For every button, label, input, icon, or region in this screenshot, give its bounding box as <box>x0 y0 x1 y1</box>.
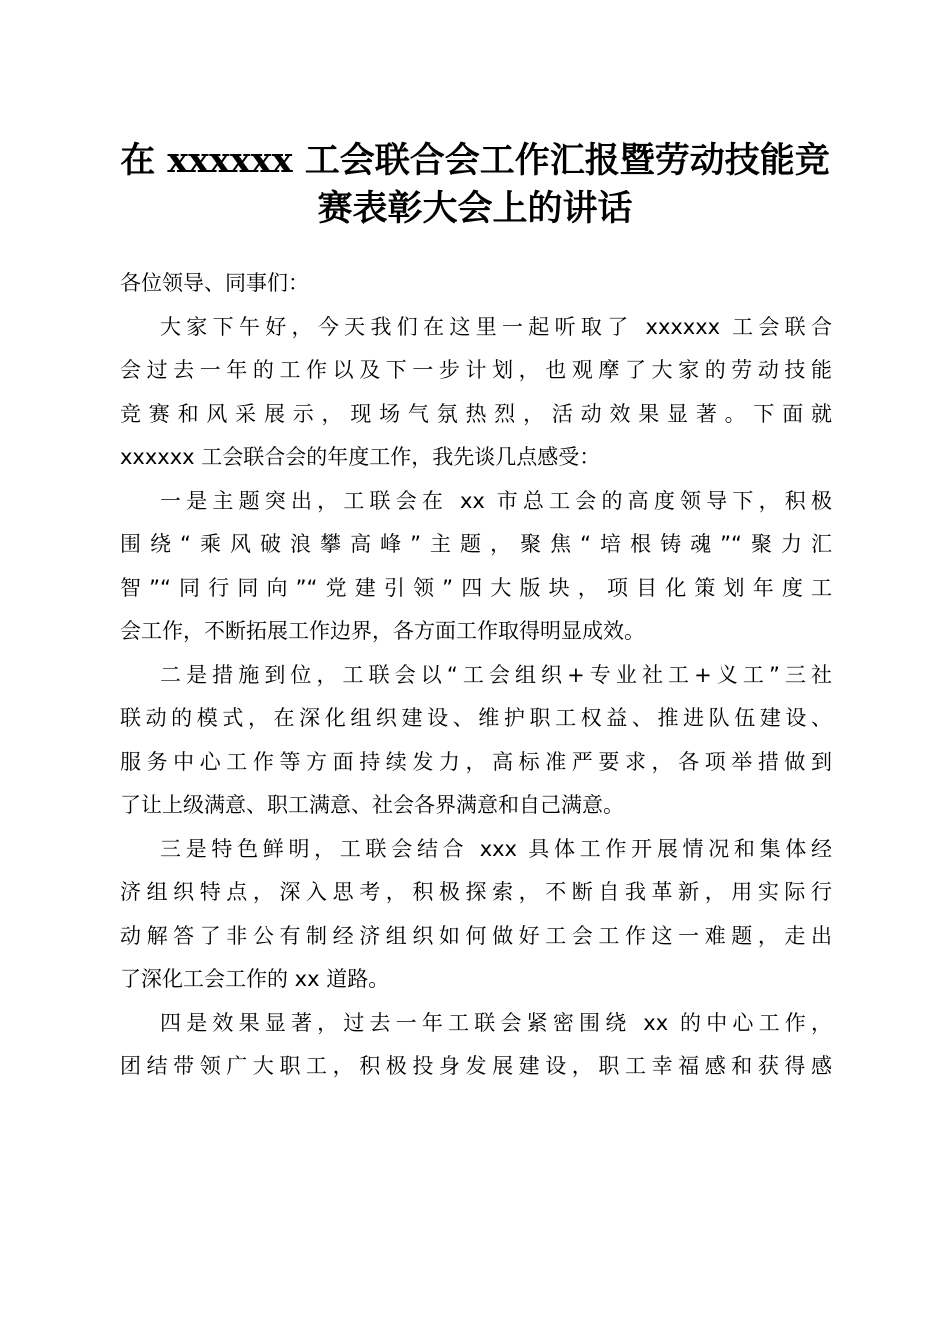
paragraph-line: 济组织特点，深入思考，积极探索，不断自我革新，用实际行 <box>120 880 832 904</box>
paragraph-5 <box>120 1002 832 1089</box>
paragraph-line: 会过去一年的工作以及下一步计划，也观摩了大家的劳动技能 <box>120 358 832 382</box>
paragraph-line: 大家下午好，今天我们在这里一起听取了 xxxxxx 工会联合 <box>160 314 832 339</box>
paragraph-3 <box>120 654 832 828</box>
paragraph-2 <box>120 480 832 654</box>
paragraph-line: 围绕“乘风破浪攀高峰”主题，聚焦“培根铸魂”“聚力汇 <box>120 532 832 556</box>
paragraph-4 <box>120 828 832 1002</box>
paragraph-line: 一是主题突出，工联会在 xx 市总工会的高度领导下，积极 <box>160 488 832 513</box>
document-body <box>120 262 832 1089</box>
paragraph-line: 联动的模式，在深化组织建设、维护职工权益、推进队伍建设、 <box>120 706 832 730</box>
paragraph-line: 了深化工会工作的 xx 道路。 <box>120 967 390 991</box>
paragraph-line: 二是措施到位，工联会以“工会组织+专业社工+义工”三社 <box>160 662 832 687</box>
paragraph-line: 了让上级满意、职工满意、社会各界满意和自己满意。 <box>120 793 624 817</box>
salutation: 各位领导、同事们： <box>120 271 309 295</box>
title-line-2: 赛表彰大会上的讲话 <box>317 188 633 229</box>
paragraph-line: 动解答了非公有制经济组织如何做好工会工作这一难题，走出 <box>120 923 832 948</box>
title-line-1: 在 xxxxxx 工会联合会工作汇报暨劳动技能竞 <box>120 140 830 181</box>
paragraph-line: 四是效果显著，过去一年工联会紧密围绕 xx 的中心工作， <box>160 1010 832 1035</box>
paragraph-line: 竞赛和风采展示，现场气氛热烈，活动效果显著。下面就 <box>120 401 832 426</box>
paragraph-line: 智”“同行同向”“党建引领”四大版块，项目化策划年度工 <box>120 575 832 600</box>
paragraph-line: 服务中心工作等方面持续发力，高标准严要求，各项举措做到 <box>120 749 832 774</box>
paragraph-line: 团结带领广大职工，积极投身发展建设，职工幸福感和获得感 <box>120 1054 832 1078</box>
paragraph-line: xxxxxx 工会联合会的年度工作，我先谈几点感受： <box>120 445 601 469</box>
document-title <box>100 137 850 233</box>
paragraph-line: 会工作，不断拓展工作边界，各方面工作取得明显成效。 <box>120 619 645 643</box>
paragraph-1 <box>120 306 832 480</box>
paragraph-line: 三是特色鲜明，工联会结合 xxx 具体工作开展情况和集体经 <box>160 836 832 861</box>
